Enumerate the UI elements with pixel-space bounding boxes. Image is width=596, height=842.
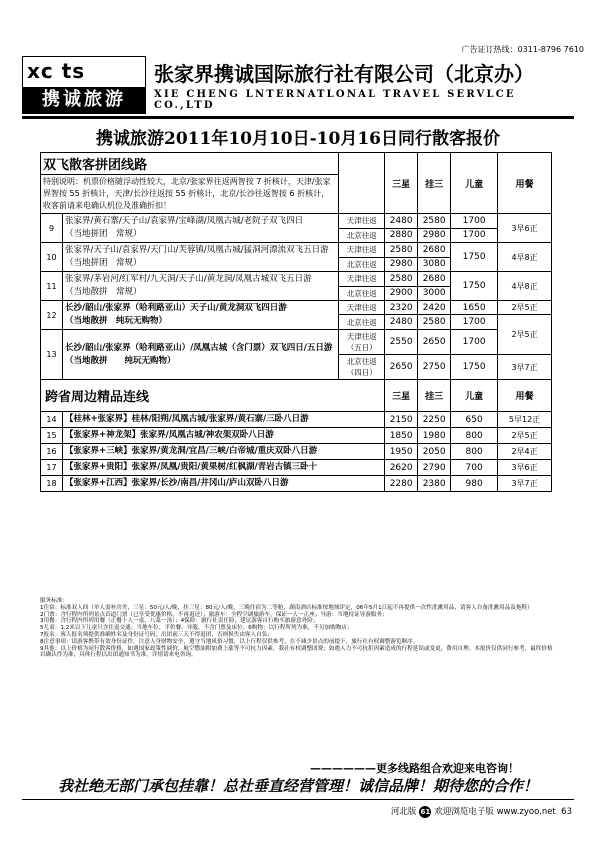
departure-city: 天津往返 xyxy=(339,243,385,258)
meal-plan: 3早6正 xyxy=(498,214,552,243)
meal-plan: 2早5正 xyxy=(498,428,552,444)
table-row xyxy=(41,214,552,229)
meal-plan: 4早8正 xyxy=(498,243,552,272)
header-child: 儿童 xyxy=(451,153,498,214)
price-guasan: 2580 xyxy=(418,315,451,330)
price-child: 1700 xyxy=(451,315,498,330)
route-cell xyxy=(62,330,338,380)
header-meal: 用餐 xyxy=(498,153,552,214)
price-3star: 2280 xyxy=(385,476,418,492)
route-type: （当地拼团 常规） xyxy=(64,258,142,268)
table-row xyxy=(41,428,552,444)
table-row xyxy=(41,412,552,428)
notes-line: 2门票：含行程内所列景点首道门票（已享受优惠价格，不再退还）；旅游车：全程空调旅游车，保证一人一正座；导游：当地持证导游服务； xyxy=(40,611,388,618)
route-name: 长沙/韶山/张家界（哈利路亚山）天子山/黄龙洞双飞四日游 xyxy=(64,303,287,313)
section2-title: 跨省周边精品连线 xyxy=(41,380,385,412)
route-type: （当地拼团 常规） xyxy=(64,229,142,239)
table-row xyxy=(41,243,552,258)
route-cell xyxy=(62,272,338,301)
price-child: 980 xyxy=(451,476,498,492)
meal-plan: 5早12正 xyxy=(498,412,552,428)
header-3star: 三星 xyxy=(385,380,418,412)
price-3star: 2980 xyxy=(385,257,418,272)
departure-city: 天津往返 xyxy=(339,272,385,287)
price-guasan: 2750 xyxy=(418,355,451,380)
price-guasan: 1980 xyxy=(418,428,451,444)
row-index: 18 xyxy=(41,476,63,492)
departure-city: 北京往返 xyxy=(339,228,385,243)
section1-note: 特别说明：机票价格随浮动性较大，北京/张家界往返两智按 7 折核计，天津/张家界智按 55 折核计，天津/长沙往返按 55 折核计，北京/长沙往返智按 6 折核计，收客前请来电确认机位及准确折扣！ xyxy=(41,175,339,214)
ad-hotline: 广告证订热线：0311-8796 7610 xyxy=(461,45,584,54)
contact-line: ——————更多线路组合欢迎来电咨询！ xyxy=(310,762,519,775)
meal-plan: 2早5正 xyxy=(498,315,552,355)
meal-plan: 3早7正 xyxy=(498,476,552,492)
price-guasan: 2050 xyxy=(418,444,451,460)
row-index: 15 xyxy=(41,428,63,444)
departure-city: 北京往返（四日） xyxy=(339,355,385,380)
price-3star: 2580 xyxy=(385,272,418,287)
table-row xyxy=(41,476,552,492)
price-child: 1700 xyxy=(451,214,498,229)
row-index: 13 xyxy=(41,330,63,380)
issue-badge: 61 xyxy=(420,808,431,816)
price-3star: 1950 xyxy=(385,444,418,460)
price-guasan: 2980 xyxy=(418,228,451,243)
row-index: 11 xyxy=(41,272,63,301)
departure-city: 北京往返 xyxy=(339,315,385,330)
price-guasan: 2650 xyxy=(418,330,451,355)
logo-text: xc ts xyxy=(27,59,86,83)
row-index: 16 xyxy=(41,444,63,460)
notes-line: 8注意事项：请游客携带有效身份证件，注意人身财物安全，遵守当地风俗习惯，以上行程仅供参考，在不减少景点的前提下，旅行社有权调整游览顺序。 xyxy=(40,638,419,645)
meal-plan: 3早7正 xyxy=(498,355,552,380)
table-row xyxy=(41,444,552,460)
notes-line: 服务标准： xyxy=(40,598,68,604)
route-name: 【张家界+神龙架】张家界/凤凰古城/神农架双卧八日游 xyxy=(62,428,384,444)
departure-city: 天津往返 xyxy=(339,301,385,315)
row-index: 12 xyxy=(41,301,63,330)
price-guasan: 3080 xyxy=(418,257,451,272)
meal-plan: 4早8正 xyxy=(498,272,552,301)
header-divider xyxy=(22,116,574,119)
price-child: 1650 xyxy=(451,301,498,315)
page-title: 携诚旅游2011年10月10日-10月16日同行散客报价 xyxy=(96,129,500,149)
price-guasan: 2680 xyxy=(418,243,451,258)
route-name: 张家界/黄石寨/天子山/袁家界/宝峰湖/凤凰古城/老院子双飞四日 xyxy=(64,216,304,226)
row-index: 9 xyxy=(41,214,63,243)
notes-line: 7报名：客人报名须提供准确姓名及身份证号码，出团前三天不得退团，否则损失由客人自负； xyxy=(40,631,273,638)
price-guasan: 3000 xyxy=(418,286,451,301)
company-logo xyxy=(22,56,146,114)
price-child: 1750 xyxy=(451,243,498,272)
slogan: 我社绝无部门承包挂靠！总社垂直经营管理！诚信品牌！期待您的合作！ xyxy=(58,777,539,795)
notes-line: 9其他：以上价格为同行散客价格，如遇国家政策性调价、航空燃油附加费上涨等不可抗力因素，我社有权调整团费；如遇人力不可抗拒因素造成的行程延误或变更，费用自理。本报价仅供同行参考，最终价格以确认件为准，具体行程以出团通知书为准，详情请来电咨询。 xyxy=(40,645,553,659)
route-name: 长沙/韶山/张家界（哈利路亚山）/凤凰古城（含门票）双飞四日/五日游 xyxy=(64,342,333,353)
price-3star: 1850 xyxy=(385,428,418,444)
row-index: 17 xyxy=(41,460,63,476)
company-english-name: XIE CHENG LNTERNATLONAL TRAVEL SERVLCE CO.,LTD xyxy=(154,89,516,111)
route-name: 张家界/天子山/袁家界/天门山/芙蓉镇/凤凰古城/猛洞河漂流双飞五日游 xyxy=(64,245,329,255)
route-cell xyxy=(62,214,338,243)
price-3star: 2480 xyxy=(385,315,418,330)
header-meal: 用餐 xyxy=(498,380,552,412)
price-3star: 2650 xyxy=(385,355,418,380)
price-child: 650 xyxy=(451,412,498,428)
header-child: 儿童 xyxy=(451,380,498,412)
route-cell xyxy=(62,243,338,272)
departure-city: 天津往返（五日） xyxy=(339,330,385,355)
price-guasan: 2250 xyxy=(418,412,451,428)
price-child: 1700 xyxy=(451,330,498,355)
notes-line: 1住宿：标准双人间（单人需补房差，三星：50元/人/晚，挂三星：80元/人/晚，三晚住宿为二等舱，湖南酒店标准按地域评定，06年5月1日起不再提供一次性洗漱用品，请客人自备洗漱用品及拖鞋） xyxy=(40,604,533,611)
route-name: 【张家界+贵阳】张家界/凤凰/贵阳/黄果树/红枫湖/青岩古镇三卧十 xyxy=(62,460,384,476)
route-cell xyxy=(62,301,338,330)
price-table xyxy=(40,152,552,492)
price-guasan: 2380 xyxy=(418,476,451,492)
edition-label: 河北版 xyxy=(390,807,417,817)
price-3star: 2900 xyxy=(385,286,418,301)
price-child: 1750 xyxy=(451,355,498,380)
notes-line: 5儿童：1.2米以下儿童只含往返交通、当地车位、半价餐、导服，不含门票及床位；6购物：以行程所列为准，不另加购物店； xyxy=(40,625,353,632)
service-notes xyxy=(40,598,554,659)
route-name: 【桂林+张家界】桂林/阳朔/凤凰古城/张家界/黄石寨/三卧八日游 xyxy=(62,412,384,428)
header xyxy=(22,56,574,114)
website-text: 欢迎浏览电子版 www.zyoo.net xyxy=(434,807,556,817)
price-child: 1700 xyxy=(451,228,498,243)
price-child: 1750 xyxy=(451,272,498,301)
price-child: 700 xyxy=(451,460,498,476)
notes-line: 3用餐：含行程内所列用餐（正餐十人一桌，八菜一汤）；4保险：旅行社责任险，建议游客自行购买旅游意外险； xyxy=(40,618,319,625)
price-3star: 2620 xyxy=(385,460,418,476)
route-name: 张家界/茅岩河/红军村/九天洞/天子山/黄龙洞/凤凰古城双飞五日游 xyxy=(64,274,312,284)
footer xyxy=(391,805,572,818)
price-3star: 2320 xyxy=(385,301,418,315)
price-3star: 2580 xyxy=(385,243,418,258)
section2-title-row xyxy=(41,380,552,412)
page-number: 63 xyxy=(561,807,572,817)
table-row xyxy=(41,330,552,355)
header-guasan: 挂三 xyxy=(418,153,451,214)
company-name: 张家界携诚国际旅行社有限公司（北京办） xyxy=(154,62,534,86)
route-name: 【张家界+江西】张家界/长沙/南昌/井冈山/庐山双卧八日游 xyxy=(62,476,384,492)
meal-plan: 3早6正 xyxy=(498,460,552,476)
route-type: （当地散拼 常规） xyxy=(64,287,142,297)
departure-city: 北京往返 xyxy=(339,286,385,301)
row-index: 14 xyxy=(41,412,63,428)
route-type: （当地散拼 纯玩无购物） xyxy=(64,316,167,326)
price-child: 800 xyxy=(451,444,498,460)
header-guasan: 挂三 xyxy=(418,380,451,412)
logo-chinese: 携诚旅游 xyxy=(23,87,145,113)
price-guasan: 2790 xyxy=(418,460,451,476)
meal-plan: 2早5正 xyxy=(498,301,552,315)
table-row xyxy=(41,460,552,476)
departure-city: 天津往返 xyxy=(339,214,385,229)
price-3star: 2550 xyxy=(385,330,418,355)
departure-city: 北京往返 xyxy=(339,257,385,272)
price-3star: 2150 xyxy=(385,412,418,428)
table-row xyxy=(41,301,552,315)
meal-plan: 2早4正 xyxy=(498,444,552,460)
price-guasan: 2680 xyxy=(418,272,451,287)
route-name: 【张家界+三峡】张家界/黄龙洞/宜昌/三峡/白帝城/重庆双卧八日游 xyxy=(62,444,384,460)
row-index: 10 xyxy=(41,243,63,272)
price-3star: 2880 xyxy=(385,228,418,243)
price-3star: 2480 xyxy=(385,214,418,229)
section1-title: 双飞散客拼团线路 xyxy=(41,153,339,175)
section1-title-row xyxy=(41,153,552,175)
price-guasan: 2580 xyxy=(418,214,451,229)
route-type: （当地散拼 纯玩无购物） xyxy=(64,355,176,366)
header-3star: 三星 xyxy=(385,153,418,214)
footer-divider xyxy=(22,799,574,800)
price-guasan: 2420 xyxy=(418,301,451,315)
price-child: 800 xyxy=(451,428,498,444)
table-row xyxy=(41,272,552,287)
